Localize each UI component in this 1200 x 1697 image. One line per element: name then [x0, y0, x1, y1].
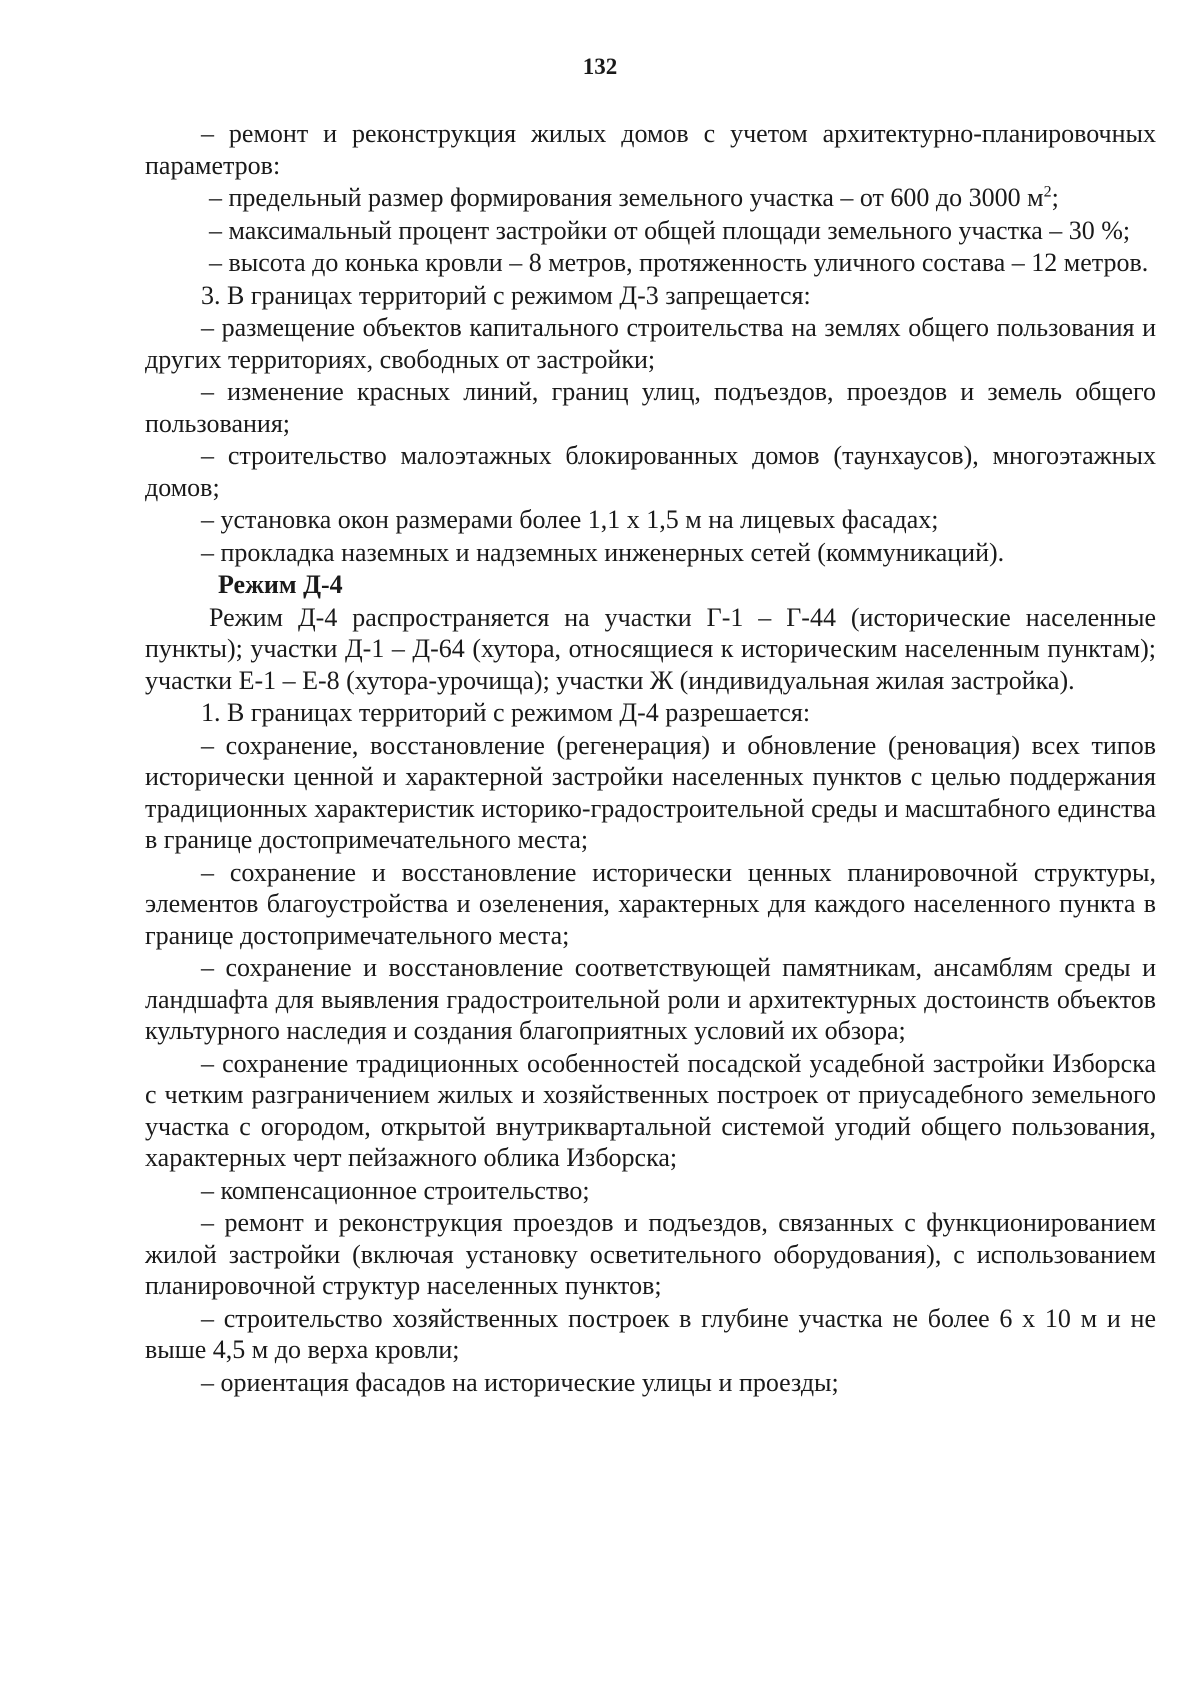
paragraph-text: – предельный размер формирования земельного участка – от 600 до 3000 м — [209, 183, 1044, 212]
paragraph: 1. В границах территорий с режимом Д-4 разрешается: — [201, 698, 811, 727]
paragraph: Режим Д-4 распространяется на участки Г-1 – Г-44 (исторические населенные пункты); участки Д-1 – Д-64 (хутора, относящиеся к историческим населенным пунктам); участки Е-1 – Е-8 (хутора-урочища); участки Ж (индивидуальная жилая застройка). — [145, 602, 1156, 695]
paragraph: – строительство хозяйственных построек в глубине участка не более 6 х 10 м и не выше 4,5 м до верха кровли; — [145, 1303, 1156, 1364]
paragraph: 3. В границах территорий с режимом Д-3 запрещается: — [201, 280, 811, 310]
paragraph: – строительство малоэтажных блокированных домов (таунхаусов), многоэтажных домов; — [145, 441, 1156, 502]
page-number: 132 — [582, 54, 618, 79]
paragraph: – сохранение, восстановление (регенерация) и обновление (реновация) всех типов исторически ценной и характерной застройки населенных пунктов с целью поддержания традиционных характеристик историко-градостроительной среды и масштабного единства в границе достопримечательного места; — [145, 730, 1156, 854]
paragraph: – компенсационное строительство; — [201, 1175, 590, 1205]
paragraph: – размещение объектов капитального строительства на землях общего пользования и других территориях, свободных от застройки; — [145, 313, 1156, 374]
paragraph-with-superscript — [145, 182, 1156, 214]
paragraph: – ремонт и реконструкция проездов и подъездов, связанных с функционированием жилой застройки (включая установку осветительного оборудования), с использованием планировочной структур населенных пунктов; — [145, 1208, 1156, 1300]
paragraph: – сохранение и восстановление исторически ценных планировочной структуры, элементов благоустройства и озеленения, характерных для каждого населенного пункта в границе достопримечательного места; — [145, 857, 1156, 950]
paragraph: – максимальный процент застройки от общей площади земельного участка – 30 %; — [209, 215, 1131, 245]
page-content — [145, 118, 1156, 1399]
paragraph: – ориентация фасадов на исторические улицы и проезды; — [201, 1367, 839, 1397]
paragraph: – сохранение традиционных особенностей посадской усадебной застройки Изборска с четким разграничением жилых и хозяйственных построек от приусадебного земельного участка с огородом, открытой внутриквартальной системой угодий общего пользования, характерных черт пейзажного облика Изборска; — [145, 1048, 1156, 1172]
section-heading: Режим Д-4 — [218, 570, 343, 599]
paragraph: – прокладка наземных и надземных инженерных сетей (коммуникаций). — [201, 537, 1005, 567]
superscript: 2 — [1043, 183, 1052, 201]
paragraph: – высота до конька кровли – 8 метров, протяженность уличного состава – 12 метров. — [209, 248, 1149, 277]
paragraph-text-tail: ; — [1051, 183, 1059, 212]
paragraph: – ремонт и реконструкция жилых домов с учетом архитектурно-планировочных параметров: — [145, 119, 1156, 180]
paragraph: – установка окон размерами более 1,1 х 1,5 м на лицевых фасадах; — [201, 505, 939, 534]
paragraph: – сохранение и восстановление соответствующей памятникам, ансамблям среды и ландшафта для выявления градостроительной роли и архитектурных достоинств объектов культурного наследия и создания благоприятных условий их обзора; — [145, 953, 1156, 1045]
paragraph: – изменение красных линий, границ улиц, подъездов, проездов и земель общего пользования; — [145, 377, 1156, 438]
